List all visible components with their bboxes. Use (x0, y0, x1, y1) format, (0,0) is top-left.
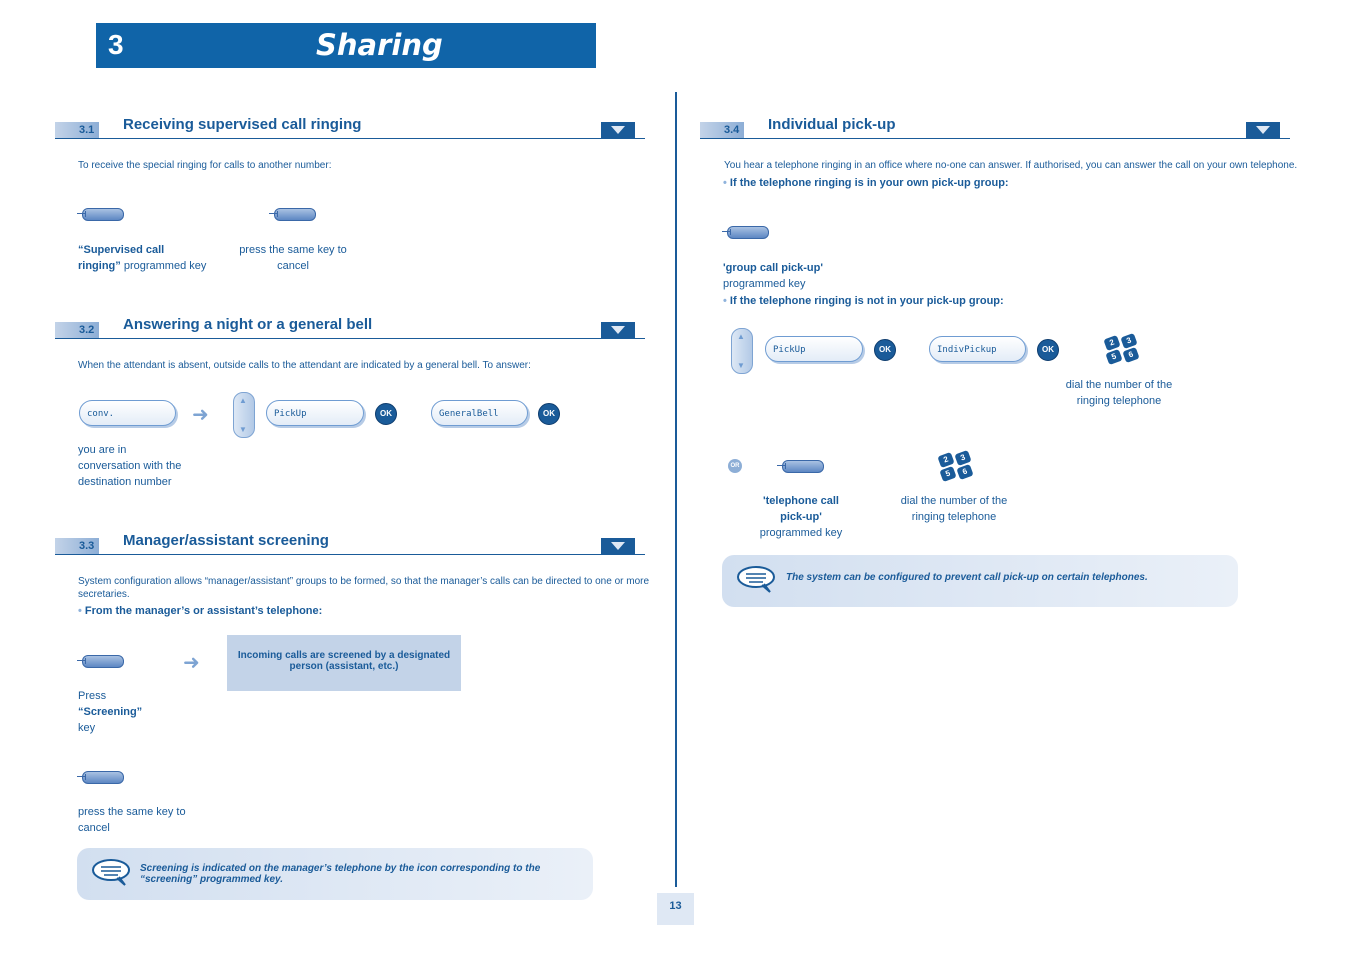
arrow-right-icon: ➜ (183, 652, 200, 674)
down-arrow-icon: ▼ (239, 425, 247, 434)
step-caption: dial the number of the ringing telephone (900, 495, 1008, 523)
page-number-box (657, 893, 694, 925)
step-caption (752, 493, 850, 541)
chapter-number: 3 (108, 29, 124, 60)
programmed-key-icon (82, 208, 124, 221)
section-number: 3.3 (79, 540, 95, 552)
arrow-right-icon: ➜ (192, 404, 209, 426)
keypad-icon: 2 3 5 6 (1103, 335, 1139, 365)
chevron-down-icon[interactable] (601, 322, 635, 338)
step-caption-rest: programmed key (120, 260, 207, 272)
display-screen: PickUp (765, 336, 863, 362)
chapter-banner (96, 23, 596, 68)
chevron-down-icon[interactable] (601, 122, 635, 138)
step-caption: dial the number of the ringing telephone (1065, 379, 1173, 407)
section-header-3-2 (55, 316, 645, 339)
section-header-3-4 (700, 116, 1290, 139)
section-number: 3.2 (79, 324, 95, 336)
programmed-key-icon (727, 226, 769, 239)
bullet-icon: • (723, 177, 727, 189)
display-screen: PickUp (266, 400, 364, 426)
display-screen: IndivPickup (929, 336, 1026, 362)
section-number: 3.4 (724, 124, 740, 136)
result-box-text: Incoming calls are screened by a designated person (assistant, etc.) (237, 650, 451, 672)
bullet-icon: • (723, 295, 727, 307)
section-title: Manager/assistant screening (123, 532, 329, 549)
section-title: Answering a night or a general bell (123, 316, 373, 333)
speech-bubble-icon (736, 565, 776, 593)
note-text: Screening is indicated on the manager’s telephone by the icon corresponding to the “screening” programmed key. (140, 863, 541, 885)
section-title: Individual pick-up (768, 116, 896, 133)
note-text: The system can be configured to prevent call pick-up on certain telephones. (786, 572, 1148, 583)
step-caption-rest: programmed key (723, 278, 806, 290)
bullet-text: If the telephone ringing is in your own pick-up group: (729, 177, 1009, 189)
chapter-title: Sharing (316, 28, 443, 62)
ok-button[interactable]: OK (874, 339, 896, 361)
programmed-key-icon (82, 771, 124, 784)
bullet-heading (723, 177, 1009, 189)
navigator-key-icon[interactable] (233, 392, 255, 438)
step-caption: you are in conversation with the destination number (78, 444, 182, 488)
step-caption-bold: 'telephone call pick-up' (763, 495, 839, 523)
bullet-heading (78, 605, 322, 617)
bullet-icon: • (78, 605, 82, 617)
down-arrow-icon: ▼ (737, 361, 745, 370)
bullet-heading (723, 295, 1004, 307)
programmed-key-icon (82, 655, 124, 668)
page-number: 13 (669, 900, 682, 912)
chevron-down-icon[interactable] (1246, 122, 1280, 138)
step-caption-rest: programmed key (759, 527, 843, 539)
ok-button[interactable]: OK (538, 403, 560, 425)
bullet-text: From the manager’s or assistant’s telephone: (84, 605, 323, 617)
chevron-down-icon[interactable] (601, 538, 635, 554)
section-number: 3.1 (79, 124, 95, 136)
step-caption-pre: Press (78, 690, 107, 702)
step-caption (78, 242, 208, 274)
section-header-3-1 (55, 116, 645, 139)
section-intro: When the attendant is absent, outside calls to the attendant are indicated by a general bell. To answer: (78, 360, 531, 371)
note-box (722, 555, 1238, 607)
display-screen: conv. (79, 400, 176, 426)
note-box (77, 848, 593, 900)
step-caption-bold: “Screening” (78, 706, 143, 718)
navigator-key-icon[interactable] (731, 328, 753, 374)
or-badge: OR (728, 459, 742, 473)
ok-button[interactable]: OK (1037, 339, 1059, 361)
programmed-key-icon (782, 460, 824, 473)
up-arrow-icon: ▲ (737, 332, 745, 341)
step-caption-post: key (78, 722, 96, 734)
ok-button[interactable]: OK (375, 403, 397, 425)
speech-bubble-icon (91, 858, 131, 886)
step-caption-bold: “Supervised call ringing” (78, 244, 165, 272)
section-intro: To receive the special ringing for calls to another number: (78, 160, 332, 171)
step-caption: press the same key to cancel (78, 806, 186, 834)
keypad-icon: 2 3 5 6 (937, 452, 973, 482)
display-screen: GeneralBell (431, 400, 528, 426)
section-title: Receiving supervised call ringing (123, 116, 362, 133)
step-caption (723, 260, 823, 292)
step-caption (78, 688, 142, 736)
section-intro: You hear a telephone ringing in an office where no-one can answer. If authorised, you can answer the call on your own telephone. (724, 160, 1298, 171)
programmed-key-icon (274, 208, 316, 221)
column-divider (675, 92, 677, 887)
section-intro: System configuration allows “manager/assistant” groups to be formed, so that the manager’s calls can be directed to one or more secretaries. (78, 576, 650, 600)
step-caption-bold: 'group call pick-up' (723, 262, 823, 274)
section-header-3-3 (55, 532, 645, 555)
up-arrow-icon: ▲ (239, 396, 247, 405)
bullet-text: If the telephone ringing is not in your pick-up group: (729, 295, 1004, 307)
result-box (227, 635, 461, 691)
step-caption: press the same key to cancel (239, 244, 347, 272)
